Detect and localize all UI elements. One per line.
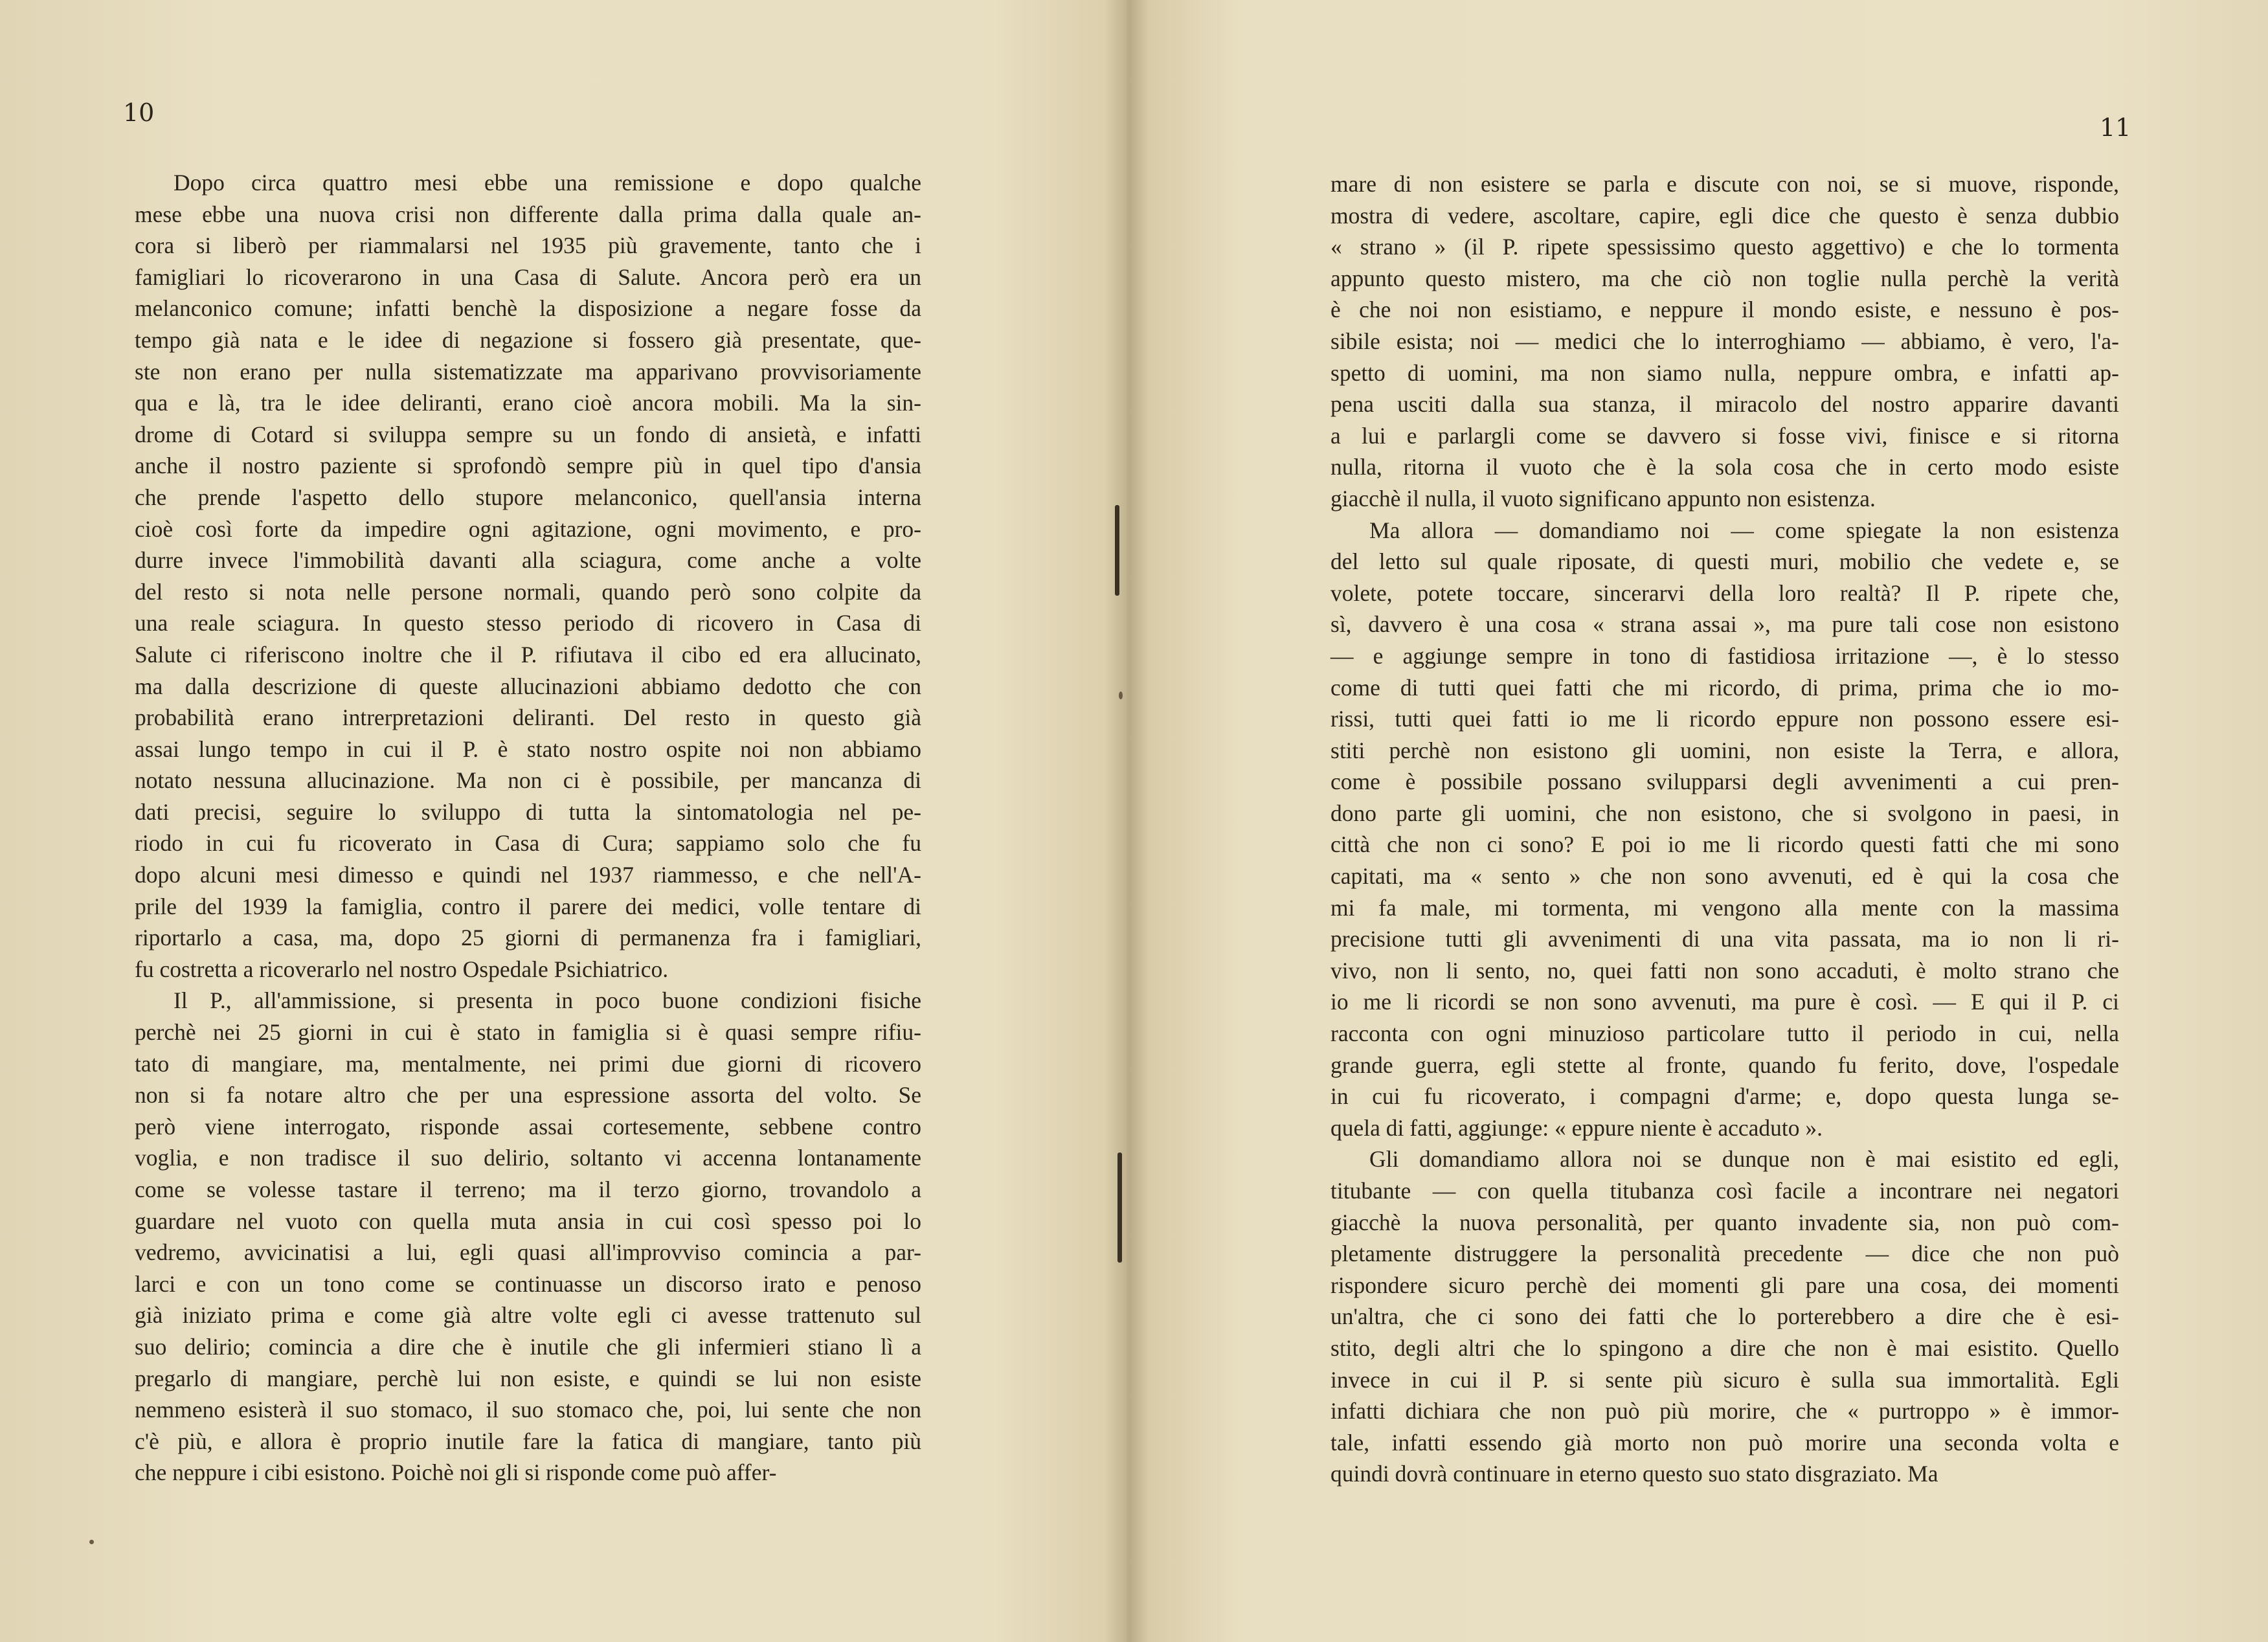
text-line: probabilità erano intrerpretazioni deliranti. Del resto in questo già (135, 704, 921, 731)
text-line: fu costretta a ricoverarlo nel nostro Ospedale Psichiatrico. (135, 956, 669, 982)
left-page-text (135, 167, 921, 1489)
text-line: io me li ricordi se non sono avvenuti, ma pure è così. — E qui il P. ci (1330, 989, 2119, 1015)
text-line: stito, degli altri che lo spingono a dire che non è mai esistito. Quello (1330, 1334, 2119, 1361)
right-page (1127, 0, 2268, 1642)
text-line: invece in cui il P. si sente più sicuro è sulla sua immortalità. Egli (1330, 1366, 2119, 1393)
text-line: però viene interrogato, risponde assai cortesemente, sebbene contro (135, 1113, 921, 1140)
binding-stitch (1115, 505, 1119, 596)
text-line: vivo, non li sento, no, quei fatti non sono accaduti, è molto strano che (1330, 957, 2119, 984)
text-line: ste non erano per nulla sistematizzate ma apparivano provvisoriamente (135, 358, 921, 385)
text-line: città che non ci sono? E poi io me li ricordo questi fatti che mi sono (1330, 831, 2119, 858)
text-line: pena usciti dalla sua stanza, il miracolo del nostro apparire davanti (1330, 391, 2119, 418)
text-line: del resto si nota nelle persone normali, quando però sono colpite da (135, 578, 921, 605)
text-line: del letto sul quale riposate, di questi muri, mobilio che vedete e, se (1330, 548, 2119, 575)
text-line: — e aggiunge sempre in tono di fastidiosa irritazione —, è lo stesso (1330, 642, 2119, 669)
text-line: infatti dichiara che non può più morire, che « purtroppo » è immor- (1330, 1398, 2119, 1424)
text-line: Gli domandiamo allora noi se dunque non è mai esistito ed egli, (1369, 1146, 2119, 1173)
book-gutter (1105, 0, 1150, 1642)
text-line: durre invece l'immobilità davanti alla sciagura, come anche a volte (135, 547, 921, 574)
text-line: quela di fatti, aggiunge: « eppure niente è accaduto ». (1330, 1114, 1823, 1141)
text-line: appunto questo mistero, ma che ciò non toglie nulla perchè la verità (1330, 265, 2119, 291)
text-line: rissi, tutti quei fatti io me li ricordo eppure non possono essere esi- (1330, 706, 2119, 732)
text-line: sibile esista; noi — medici che lo interroghiamo — abbiamo, è vero, l'a- (1330, 328, 2119, 354)
text-line: volete, potete toccare, sincerarvi della loro realtà? Il P. ripete che, (1330, 579, 2119, 606)
text-line: perchè nei 25 giorni in cui è stato in famiglia si è quasi sempre rifiu- (135, 1019, 921, 1046)
text-line: mi fa male, mi tormenta, mi vengono alla mente con la massima (1330, 894, 2119, 921)
text-line: tempo già nata e le idee di negazione si fossero già presentate, que- (135, 326, 921, 353)
text-line: vedremo, avvicinatisi a lui, egli quasi all'improvviso comincia a par- (135, 1239, 921, 1266)
text-line: prile del 1939 la famiglia, contro il parere dei medici, volle tentare di (135, 893, 921, 919)
text-line: come se volesse tastare il terreno; ma il terzo giorno, trovandolo a (135, 1176, 921, 1202)
text-line: riportarlo a casa, ma, dopo 25 giorni di permanenza fra i famigliari, (135, 925, 921, 951)
text-line: un'altra, che ci sono dei fatti che lo porterebbero a dire che è esi- (1330, 1303, 2119, 1330)
text-line: notato nessuna allucinazione. Ma non ci è possibile, per mancanza di (135, 767, 921, 794)
text-line: come di tutti quei fatti che mi ricordo, di prima, prima che io mo- (1330, 674, 2119, 701)
text-line: mese ebbe una nuova crisi non differente dalla prima dalla quale an- (135, 201, 921, 227)
text-line: famigliari lo ricoverarono in una Casa di Salute. Ancora però era un (135, 264, 921, 290)
page-number-left: 10 (123, 98, 155, 127)
text-line: Ma allora — domandiamo noi — come spiegate la non esistenza (1369, 517, 2119, 543)
text-line: che neppure i cibi esistono. Poichè noi gli si risponde come può affer- (135, 1459, 777, 1486)
text-line: pletamente distruggere la personalità precedente — dice che non può (1330, 1241, 2119, 1267)
text-line: riodo in cui fu ricoverato in Casa di Cura; sappiamo solo che fu (135, 830, 921, 857)
text-line: anche il nostro paziente si sprofondò sempre più in quel tipo d'ansia (135, 453, 921, 479)
page-number-right: 11 (2100, 113, 2131, 142)
text-line: voglia, e non tradisce il suo delirio, soltanto vi accenna lontanamente (135, 1145, 921, 1171)
ink-speck (1119, 692, 1123, 699)
left-page (0, 0, 1127, 1642)
text-line: quindi dovrà continuare in eterno questo suo stato disgraziato. Ma (1330, 1461, 1938, 1487)
text-line: dono parte gli uomini, che non esistono, che si svolgono in paesi, in (1330, 800, 2119, 826)
text-line: tato di mangiare, ma, mentalmente, nei primi due giorni di ricovero (135, 1050, 921, 1077)
text-line: c'è più, e allora è proprio inutile fare la fatica di mangiare, tanto più (135, 1428, 921, 1454)
text-line: Il P., all'ammissione, si presenta in poco buone condizioni fisiche (174, 987, 921, 1014)
text-line: una reale sciagura. In questo stesso periodo di ricovero in Casa di (135, 610, 921, 636)
right-page-text (1330, 168, 2119, 1490)
text-line: in cui fu ricoverato, i compagni d'arme; e, dopo questa lunga se- (1330, 1083, 2119, 1110)
text-line: a lui e parlargli come se davvero si fosse vivi, finisce e si ritorna (1330, 422, 2119, 449)
text-line: già iniziato prima e come già altre volte egli ci avesse trattenuto sul (135, 1302, 921, 1329)
text-line: rispondere sicuro perchè dei momenti gli pare una cosa, dei momenti (1330, 1272, 2119, 1298)
text-line: è che noi non esistiamo, e neppure il mondo esiste, e nessuno è pos- (1330, 297, 2119, 323)
text-line: « strano » (il P. ripete spessissimo questo aggettivo) e che lo tormenta (1330, 234, 2119, 260)
text-line: mostra di vedere, ascoltare, capire, egli dice che questo è senza dubbio (1330, 202, 2119, 229)
text-line: pregarlo di mangiare, perchè lui non esiste, e quindi se lui non esiste (135, 1365, 921, 1391)
text-line: drome di Cotard si sviluppa sempre su un fondo di ansietà, e infatti (135, 421, 921, 447)
text-line: melanconico comune; infatti benchè la disposizione a negare fosse da (135, 295, 921, 322)
binding-stitch (1117, 1153, 1122, 1263)
text-line: titubante — con quella titubanza così facile a incontrare nei negatori (1330, 1178, 2119, 1204)
text-line: giacchè la nuova personalità, per quanto invadente sia, non può com- (1330, 1209, 2119, 1235)
text-line: grande guerra, egli stette al fronte, quando fu ferito, dove, l'ospedale (1330, 1052, 2119, 1078)
text-line: tale, infatti essendo già morto non può morire una seconda volta e (1330, 1429, 2119, 1456)
text-line: ma dalla descrizione di queste allucinazioni abbiamo dedotto che con (135, 673, 921, 699)
text-line: precisione tutti gli avvenimenti di una vita passata, ma io non li ri- (1330, 926, 2119, 952)
text-line: dopo alcuni mesi dimesso e quindi nel 1937 riammesso, e che nell'A- (135, 862, 921, 888)
text-line: non si fa notare altro che per una espressione assorta del volto. Se (135, 1082, 921, 1108)
text-line: mare di non esistere se parla e discute con noi, se si muove, risponde, (1330, 171, 2119, 197)
ink-speck (89, 1540, 94, 1544)
text-line: racconta con ogni minuzioso particolare tutto il periodo in cui, nella (1330, 1020, 2119, 1047)
text-line: come è possibile possano svilupparsi degli avvenimenti a cui pren- (1330, 769, 2119, 795)
text-line: cioè così forte da impedire ogni agitazione, ogni movimento, e pro- (135, 515, 921, 542)
text-line: giacchè il nulla, il vuoto significano appunto non esistenza. (1330, 485, 1876, 512)
text-line: sì, davvero è una cosa « strana assai », ma pure tali cose non esistono (1330, 611, 2119, 638)
text-line: Salute ci riferiscono inoltre che il P. rifiutava il cibo ed era allucinato, (135, 641, 921, 668)
text-line: stiti perchè non esistono gli uomini, non esiste la Terra, e allora, (1330, 737, 2119, 763)
text-line: assai lungo tempo in cui il P. è stato nostro ospite noi non abbiamo (135, 736, 921, 762)
text-line: larci e con un tono come se continuasse un discorso irato e penoso (135, 1270, 921, 1297)
text-line: nemmeno esisterà il suo stomaco, il suo stomaco che, poi, lui sente che non (135, 1397, 921, 1423)
text-line: nulla, ritorna il vuoto che è la sola cosa che in certo modo esiste (1330, 454, 2119, 480)
text-line: cora si liberò per riammalarsi nel 1935 più gravemente, tanto che i (135, 232, 921, 259)
text-line: spetto di uomini, ma non siamo nulla, neppure ombra, e infatti ap- (1330, 359, 2119, 386)
text-line: Dopo circa quattro mesi ebbe una remissione e dopo qualche (174, 170, 921, 196)
text-line: capitati, ma « sento » che non sono avvenuti, ed è qui la cosa che (1330, 863, 2119, 890)
text-line: qua e là, tra le idee deliranti, erano cioè ancora mobili. Ma la sin- (135, 390, 921, 416)
text-line: dati precisi, seguire lo sviluppo di tutta la sintomatologia nel pe- (135, 798, 921, 825)
text-line: guardare nel vuoto con quella muta ansia in cui così spesso poi lo (135, 1208, 921, 1234)
text-line: che prende l'aspetto dello stupore melanconico, quell'ansia interna (135, 484, 921, 510)
text-line: suo delirio; comincia a dire che è inutile che gli infermieri stiano lì a (135, 1333, 921, 1360)
